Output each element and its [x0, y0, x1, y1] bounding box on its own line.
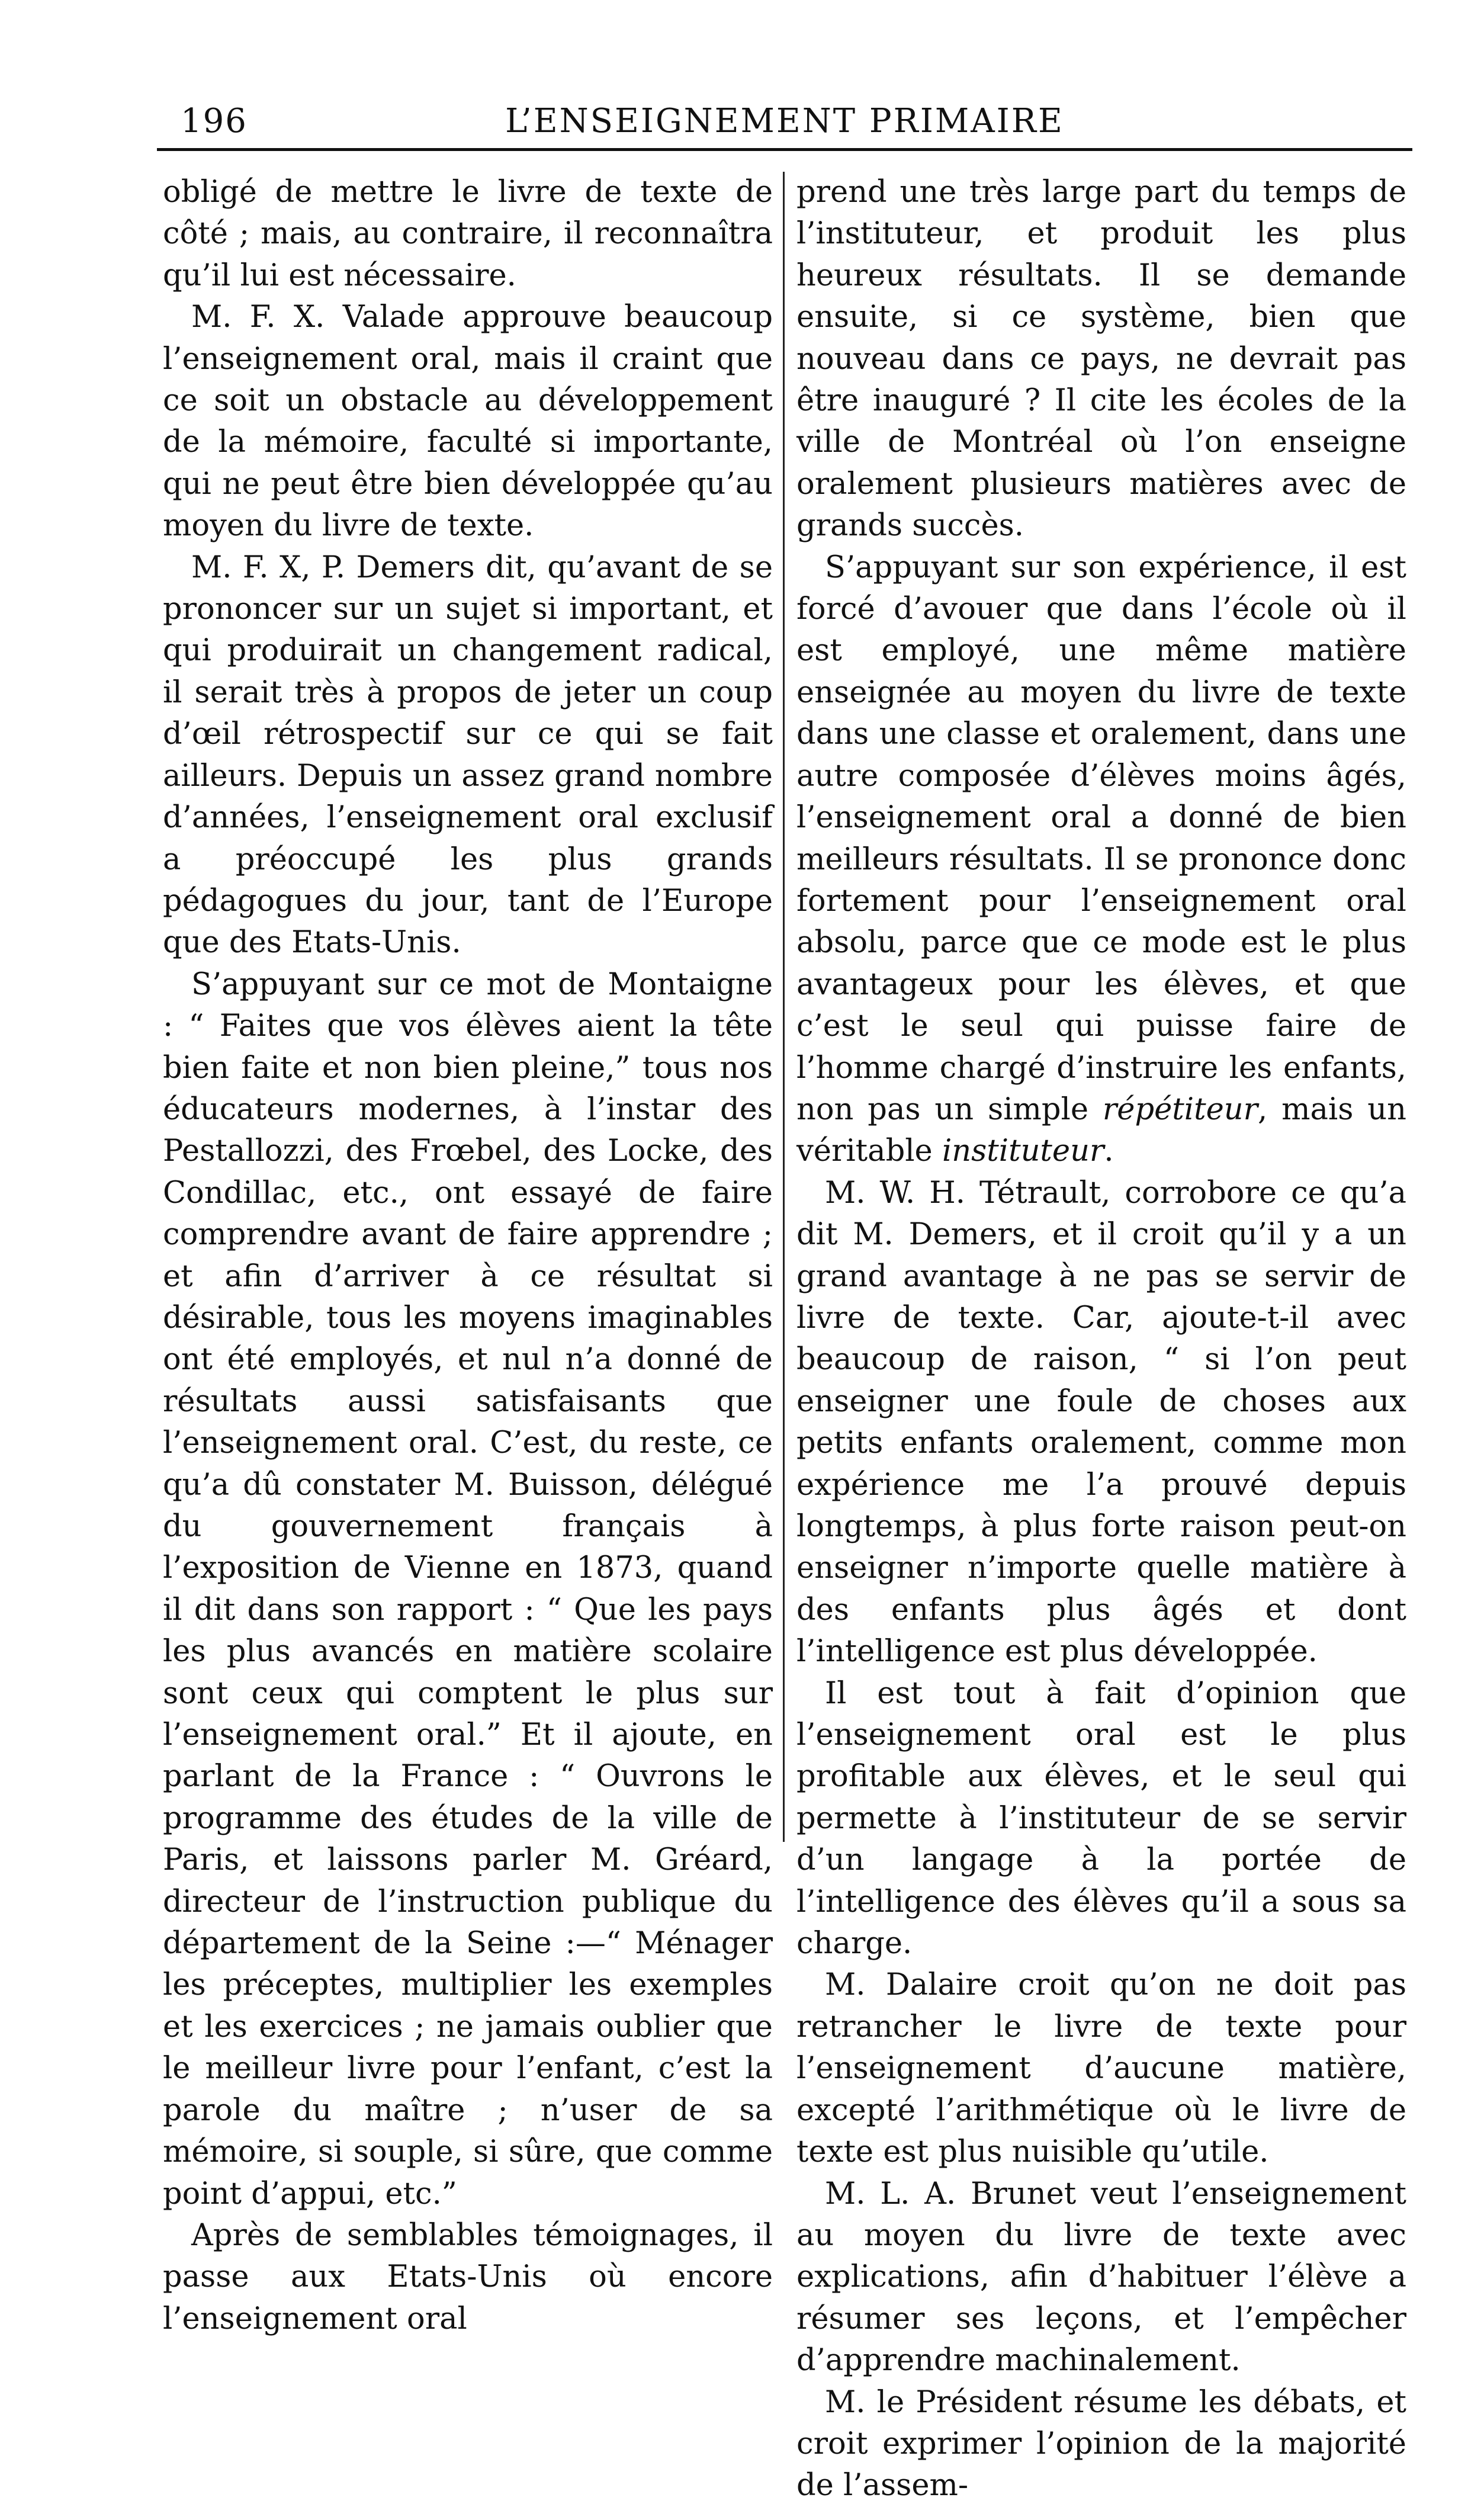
paragraph: M. Dalaire croit qu’on ne doit pas retrancher le livre de texte pour l’enseignement d’aucune matière, excepté l’arithmétique où le livre de texte est plus nuisible qu’utile.: [796, 1967, 1406, 2170]
italic-term: instituteur: [942, 1134, 1104, 1169]
paragraph: Après de semblables témoignages, il passe aux Etats-Unis où encore l’enseignement oral: [163, 2217, 773, 2336]
paragraph: M. W. H. Tétrault, corrobore ce qu’a dit M. Demers, et il croit qu’il y a un grand avantage à ne pas se servir de livre de texte. Car, ajoute-t-il avec beaucoup de raison, “ si l’on peut enseigner une foule de choses aux petits enfants oralement, comme mon expérience me l’a prouvé depuis longtemps, à plus forte raison peut-on enseigner n’importe quelle matière à des enfants plus âgés et dont l’intelligence est plus développée.: [796, 1175, 1406, 1670]
page-number: 196: [181, 102, 248, 140]
page-header: [157, 95, 1412, 151]
paragraph: prend une très large part du temps de l’instituteur, et produit les plus heureux résultats. Il se demande ensuite, si ce système, bien que nouveau dans ce pays, ne devrait pas être inauguré ? Il cite les écoles de la ville de Montréal où l’on enseigne oralement plusieurs matières avec de grands succès.: [796, 175, 1406, 544]
running-title: L’ENSEIGNEMENT PRIMAIRE: [505, 102, 1064, 140]
paragraph: M. F. X, P. Demers dit, qu’avant de se prononcer sur un sujet si important, et qui produirait un changement radical, il serait très à propos de jeter un coup d’œil rétrospectif sur ce qui se fait ailleurs. Depuis un assez grand nombre d’années, l’enseignement oral exclusif a préoccupé les plus grands pédagogues du jour, tant de l’Europe que des Etats-Unis.: [163, 550, 773, 961]
paragraph-text: .: [1104, 1134, 1114, 1169]
paragraph-text: S’appuyant sur son expérience, il est forcé d’avouer que dans l’école où il est employé, une même matière enseignée au moyen du livre de texte dans une classe et oralement, dans une autre composée d’élèves moins âgés, l’enseignement oral a donné de bien meilleurs résultats. Il se prononce donc fortement pour l’enseignement oral absolu, parce que ce mode est le plus avantageux pour les élèves, et que c’est le seul qui puisse faire de l’homme chargé d’instruire les enfants, non pas un simple: [796, 550, 1406, 1127]
paragraph: Il est tout à fait d’opinion que l’enseignement oral est le plus profitable aux élèves, et le seul qui permette à l’instituteur de se servir d’un langage à la portée de l’intelligence des élèves qu’il a sous sa charge.: [796, 1675, 1406, 1962]
paragraph: M. le Président résume les débats, et croit exprimer l’opinion de la majorité de l’assem-: [796, 2384, 1406, 2503]
paragraph: [796, 547, 1406, 1173]
paragraph-text: , mais un véritable: [796, 1092, 1406, 1169]
paragraph: obligé de mettre le livre de texte de côté ; mais, au contraire, il reconnaîtra qu’il lui est nécessaire.: [163, 175, 773, 293]
italic-term: répétiteur: [1102, 1092, 1258, 1127]
column-divider: [783, 172, 785, 1842]
paragraph: M. F. X. Valade approuve beaucoup l’enseignement oral, mais il craint que ce soit un obstacle au développement de la mémoire, faculté si importante, qui ne peut être bien développée qu’au moyen du livre de texte.: [163, 300, 773, 544]
right-column: [796, 172, 1406, 2507]
paragraph: S’appuyant sur ce mot de Montaigne : “ Faites que vos élèves aient la tête bien faite et non bien pleine,” tous nos éducateurs modernes, à l’instar des Pestallozzi, des Frœbel, des Locke, des Condillac, etc., ont essayé de faire comprendre avant de faire apprendre ; et afin d’arriver à ce résultat si désirable, tous les moyens imaginables ont été employés, et nul n’a donné de résultats aussi satisfaisants que l’enseignement oral. C’est, du reste, ce qu’a dû constater M. Buisson, délégué du gouvernement français à l’exposition de Vienne en 1873, quand il dit dans son rapport : “ Que les pays les plus avancés en matière scolaire sont ceux qui comptent le plus sur l’enseignement oral.” Et il ajoute, en parlant de la France : “ Ouvrons le programme des études de la ville de Paris, et laissons parler M. Gréard, directeur de l’instruction publique du département de la Seine :—“ Ménager les préceptes, multiplier les exemples et les exercices ; ne jamais oublier que le meilleur livre pour l’enfant, c’est la parole du maître ; n’user de sa mémoire, si souple, si sûre, que comme point d’appui, etc.”: [163, 967, 773, 2211]
left-column: [163, 172, 773, 2340]
paragraph: M. L. A. Brunet veut l’enseignement au moyen du livre de texte avec explications, afin d’habituer l’élève a résumer ses leçons, et l’empêcher d’apprendre machinalement.: [796, 2176, 1406, 2378]
